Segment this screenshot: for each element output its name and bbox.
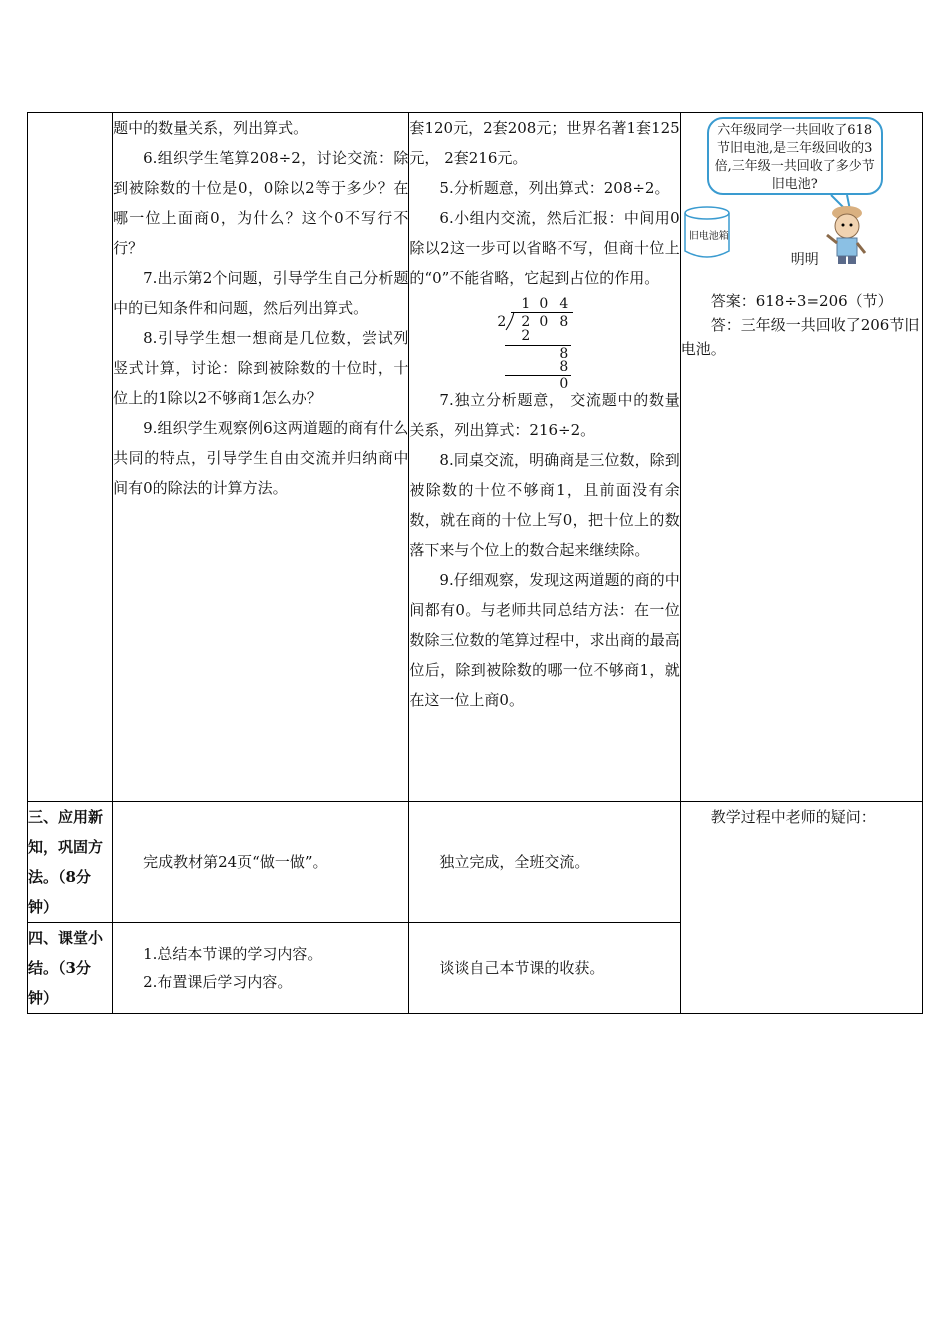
student-summary: 谈谈自己本节课的收获。: [439, 959, 605, 977]
teacher-text-4: 9.组织学生观察例6这两道题的商有什么共同的特点，引导学生自由交流并归纳商中间有0的除法的计算方法。: [113, 419, 409, 497]
step-remainder: 8: [559, 346, 569, 362]
long-division: [409, 295, 679, 392]
division-bar: [511, 312, 573, 313]
student-text-1: 5.分析题意，列出算式：208÷2。: [439, 179, 670, 197]
student-text-0: 套120元，2套208元；世界名著1套125元， 2套216元。: [409, 119, 680, 167]
student-text-5: 9.仔细观察，发现这两道题的商的中间都有0。与老师共同总结方法：在一位数除三位数的笔算过程中，求出商的最高位后，除到被除数的哪一位不够商1，就在这一位上商0。: [409, 571, 680, 709]
notes-cell: [680, 802, 922, 1014]
table-row: [28, 802, 923, 923]
answer-equation: 答案：618÷3=206（节）: [710, 292, 893, 310]
teacher-text-1: 6.组织学生笔算208÷2，讨论交流：除到被除数的十位是0，0除以2等于多少？在哪一位上面商0，为什么？这个0不写行不行？: [113, 149, 409, 257]
stage-label: 四、课堂小结。（3分钟）: [28, 923, 113, 1014]
dividend-digit: 0: [539, 314, 549, 330]
teacher-text-0: 题中的数量关系，列出算式。: [113, 119, 309, 137]
answer-block: [681, 289, 922, 361]
teacher-questions-note: 教学过程中老师的疑问：: [710, 808, 876, 826]
teacher-activities-cell: [113, 113, 409, 802]
boy-character-icon: [827, 206, 865, 264]
student-text-3: 7.独立分析题意， 交流题中的数量关系，列出算式：216÷2。: [409, 391, 680, 439]
student-apply: 独立完成，全班交流。: [439, 853, 590, 871]
student-text-4: 8.同桌交流，明确商是三位数，除到被除数的十位不够商1，且前面没有余数，就在商的十位上写0，把十位上的数落下来与个位上的数合起来继续除。: [409, 451, 680, 559]
teacher-apply: 完成教材第24页“做一做”。: [143, 853, 328, 871]
notes-cell: [680, 113, 922, 802]
teacher-summary-2: 2.布置课后学习内容。: [143, 973, 293, 991]
student-activities-cell: [409, 113, 680, 802]
dividend-digit: 2: [521, 314, 531, 330]
kid-name: 明明: [790, 252, 819, 268]
teacher-summary-1: 1.总结本节课的学习内容。: [143, 945, 323, 963]
battery-box-label: 旧电池箱: [688, 231, 729, 242]
speech-bubble: 六年级同学一共回收了618节旧电池,是三年级回收的3倍,三年级一共回收了多少节旧电池?: [707, 117, 883, 195]
dividend-digit: 8: [559, 314, 569, 330]
step-product: 8: [559, 359, 569, 375]
teacher-activities-cell: [113, 802, 409, 923]
teacher-text-3: 8.引导学生想一想商是几位数，尝试列竖式计算，讨论：除到被除数的十位时，十位上的1除以2不够商1怎么办？: [113, 329, 409, 407]
student-activities-cell: [409, 923, 680, 1014]
answer-sentence: 答：三年级一共回收了206节旧电池。: [680, 316, 920, 358]
teacher-activities-cell: [113, 923, 409, 1014]
lesson-plan-table: [27, 112, 923, 1014]
teacher-text-2: 7.出示第2个问题，引导学生自己分析题中的已知条件和问题，然后列出算式。: [113, 269, 409, 317]
stage-label: 三、应用新知，巩固方法。（8分钟）: [28, 802, 113, 923]
division-bracket-icon: [505, 311, 515, 331]
divisor: 2: [497, 314, 507, 330]
table-row: [28, 113, 923, 802]
quotient-digit: 0: [539, 296, 549, 312]
word-problem-illustration: [681, 113, 922, 289]
quotient-digit: 1: [521, 296, 531, 312]
step-product: 2: [521, 328, 531, 344]
student-activities-cell: [409, 802, 680, 923]
final-remainder: 0: [559, 376, 569, 392]
student-text-2: 6.小组内交流，然后汇报：中间用0除以2这一步可以省略不写，但商十位上的“0”不能省略，它起到占位的作用。: [409, 209, 680, 287]
quotient-digit: 4: [559, 296, 569, 312]
stage-cell-empty: [28, 113, 113, 802]
